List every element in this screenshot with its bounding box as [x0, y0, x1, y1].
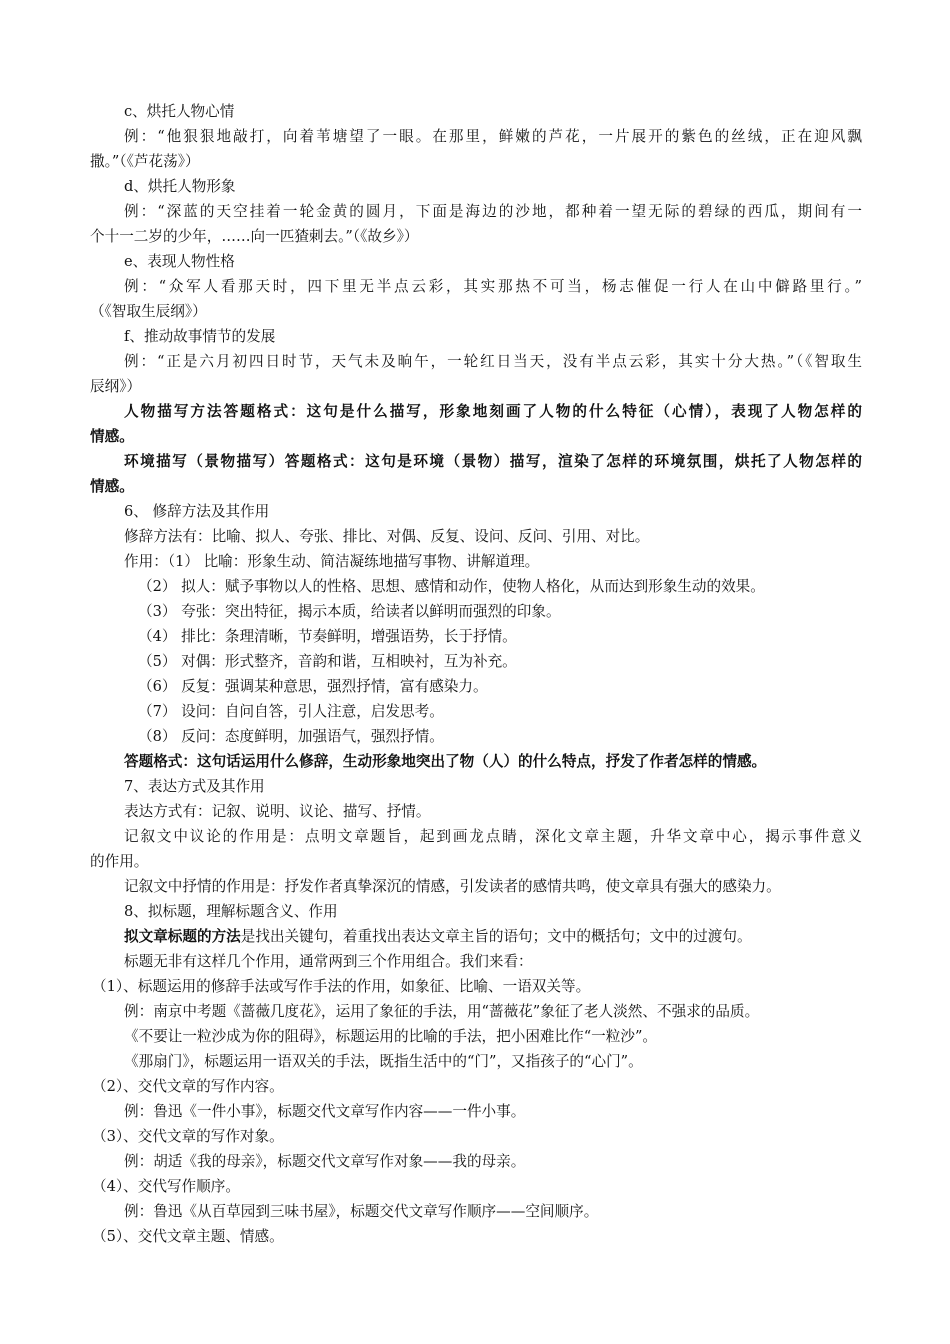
list-item: （6） 反复：强调某种意思，强烈抒情，富有感染力。	[138, 678, 488, 695]
text-line: 例：“众军人看那天时，四下里无半点云彩，其实那热不可当，杨志催促一行人在山中僻路里行。”	[124, 278, 862, 295]
text-line: 《那扇门》，标题运用一语双关的手法，既指生活中的“门”，又指孩子的“心门”。	[124, 1053, 643, 1070]
answer-format-heading: 人物描写方法答题格式：这句是什么描写，形象地刻画了人物的什么特征（心情），表现了人物怎样的	[124, 403, 862, 420]
list-item: （5）、交代文章主题、情感。	[92, 1228, 284, 1245]
list-item: （5） 对偶：形式整齐，音韵和谐，互相映衬，互为补充。	[138, 653, 517, 670]
section-heading: 6、 修辞方法及其作用	[124, 503, 270, 520]
text-line	[124, 924, 862, 949]
list-item: （8） 反问：态度鲜明，加强语气，强烈抒情。	[138, 728, 444, 745]
list-item: （1）、标题运用的修辞手法或写作手法的作用，如象征、比喻、一语双关等。	[92, 978, 591, 995]
text-line: f、推动故事情节的发展	[124, 328, 276, 345]
text-line: 例：“正是六月初四日时节，天气未及晌午，一轮红日当天，没有半点云彩，其实十分大热。”（《智取生	[124, 353, 862, 370]
text-line: d、烘托人物形象	[124, 178, 236, 195]
text-line: 记叙文中抒情的作用是：抒发作者真挚深沉的情感，引发读者的感情共鸣，使文章具有强大的感染力。	[124, 878, 781, 895]
list-item: （2）、交代文章的写作内容。	[92, 1078, 284, 1095]
section-heading: 7、表达方式及其作用	[124, 778, 265, 795]
text-span: 是找出关键句，着重找出表达文章主旨的语句；文中的概括句；文中的过渡句。	[240, 928, 752, 945]
text-line: 表达方式有：记叙、说明、议论、描写、抒情。	[124, 803, 431, 820]
answer-format-heading: 答题格式：这句话运用什么修辞，生动形象地突出了物（人）的什么特点，抒发了作者怎样的情感。	[124, 753, 767, 770]
text-line: 修辞方法有：比喻、拟人、夸张、排比、对偶、反复、设问、反问、引用、对比。	[124, 528, 650, 545]
text-line: 《不要让一粒沙成为你的阻碍》，标题运用的比喻的手法，把小困难比作“一粒沙”。	[124, 1028, 657, 1045]
list-item: （4） 排比：条理清晰，节奏鲜明，增强语势，长于抒情。	[138, 628, 517, 645]
answer-format-heading: 情感。	[90, 478, 134, 495]
text-line: 例：“他狠狠地敲打，向着苇塘望了一眼。在那里，鲜嫩的芦花，一片展开的紫色的丝绒，正在迎风飘	[124, 128, 862, 145]
text-line: e、表现人物性格	[124, 253, 235, 270]
list-item: （3） 夸张：突出特征，揭示本质，给读者以鲜明而强烈的印象。	[138, 603, 561, 620]
list-item: （4）、交代写作顺序。	[92, 1178, 240, 1195]
text-line: 标题无非有这样几个作用，通常两到三个作用组合。我们来看：	[124, 953, 533, 970]
text-line: 例：鲁迅《从百草园到三味书屋》，标题交代文章写作顺序——空间顺序。	[124, 1203, 599, 1220]
text-line: （《智取生辰纲》）	[90, 303, 207, 320]
section-heading: 8、拟标题，理解标题含义、作用	[124, 903, 338, 920]
bold-phrase: 拟文章标题的方法	[124, 928, 241, 945]
text-line: c、烘托人物心情	[124, 103, 235, 120]
text-line: 记叙文中议论的作用是：点明文章题旨，起到画龙点睛，深化文章主题，升华文章中心，揭示事件意义	[124, 828, 862, 845]
text-line: 撒。”（《芦花荡》）	[90, 153, 200, 170]
answer-format-heading: 情感。	[90, 428, 134, 445]
text-line: 例：胡适《我的母亲》，标题交代文章写作对象——我的母亲。	[124, 1153, 526, 1170]
list-item: （7） 设问：自问自答，引人注意，启发思考。	[138, 703, 444, 720]
text-line: 的作用。	[90, 853, 149, 870]
list-item: （3）、交代文章的写作对象。	[92, 1128, 284, 1145]
text-line: 例：“深蓝的天空挂着一轮金黄的圆月，下面是海边的沙地，都种着一望无际的碧绿的西瓜，期间有一	[124, 203, 862, 220]
text-line: 作用：（1） 比喻：形象生动、简洁凝练地描写事物、讲解道理。	[124, 553, 540, 570]
text-line: 个十一二岁的少年，……向一匹猹刺去。”（《故乡》）	[90, 228, 419, 245]
text-line: 例：鲁迅《一件小事》，标题交代文章写作内容——一件小事。	[124, 1103, 526, 1120]
text-line: 辰纲》）	[90, 378, 142, 395]
text-line: 例：南京中考题《蔷薇几度花》，运用了象征的手法，用“蔷薇花”象征了老人淡然、不强求的品质。	[124, 1003, 760, 1020]
answer-format-heading: 环境描写（景物描写）答题格式：这句是环境（景物）描写，渲染了怎样的环境氛围，烘托了人物怎样的	[124, 453, 862, 470]
list-item: （2） 拟人：赋予事物以人的性格、思想、感情和动作，使物人格化，从而达到形象生动的效果。	[138, 578, 765, 595]
